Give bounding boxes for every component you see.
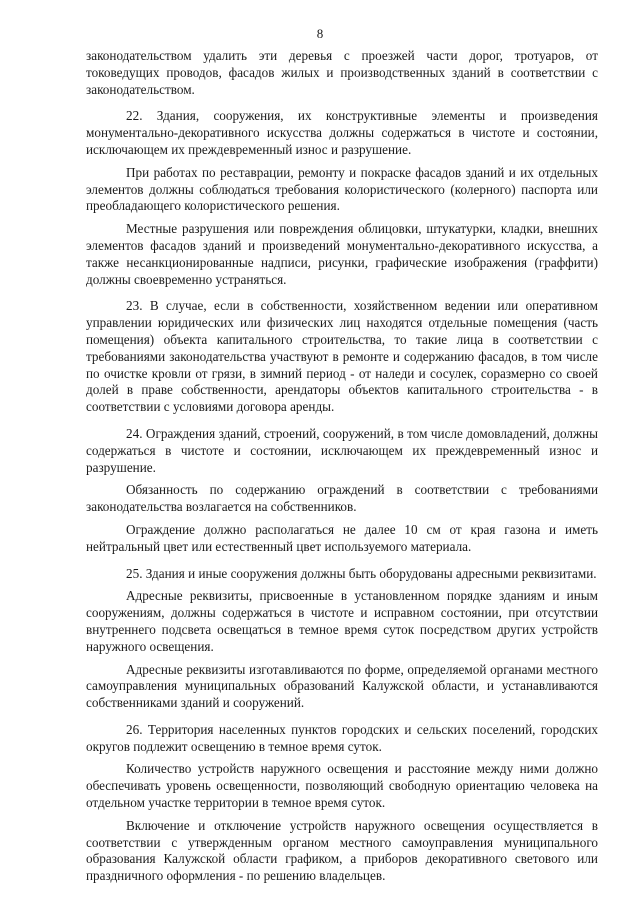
paragraph-item-24: 24. Ограждения зданий, строений, сооружений, в том числе домовладений, должны содержаться в чистоте и состоянии, исключающем их преждевременный износ и разрушение.	[86, 425, 598, 475]
paragraph-address-form: Адресные реквизиты изготавливаются по форме, определяемой органами местного самоуправления муниципальных образований Калужской области, и устанавливаются собственниками зданий и сооружений.	[86, 661, 598, 711]
paragraph-item-25: 25. Здания и иные сооружения должны быть оборудованы адресными реквизитами.	[126, 565, 597, 581]
paragraph-fence-duty: Обязанность по содержанию ограждений в соответствии с требованиями законодательства возлагается на собственников.	[86, 482, 598, 515]
paragraph-item-23: 23. В случае, если в собственности, хозяйственном ведении или оперативном управлении юридических или физических лиц находятся отдельные помещения (часть помещения) объекта капитального строительства, то такие лица в соответствии с требованиями законодательства участвуют в ремонте и содержанию фасадов, в том числе по очистке кровли от грязи, в зимний период - от наледи и сосулек, соразмерно со своей долей в праве собственности, арендаторы объектов капитального строительства - в соответствии с условиями договора аренды.	[86, 298, 598, 415]
document-body	[86, 48, 598, 885]
paragraph-fence-placement: Ограждение должно располагаться не далее 10 см от края газона и иметь нейтральный цвет или естественный цвет используемого материала.	[86, 521, 598, 554]
paragraph-address-upkeep: Адресные реквизиты, присвоенные в установленном порядке зданиям и иным сооружениям, должны содержаться в чистоте и исправном состоянии, при отсутствии внутреннего подсвета освещаться в темное время суток посредством других устройств наружного освещения.	[86, 588, 598, 654]
paragraph-item-22: 22. Здания, сооружения, их конструктивные элементы и произведения монументально-декоративного искусства должны содержаться в чистоте и состоянии, исключающем их преждевременный износ и разрушение.	[86, 108, 598, 157]
paragraph-restoration: При работах по реставрации, ремонту и покраске фасадов зданий и их отдельных элементов должны соблюдаться требования колористического (колерного) паспорта или преобладающего колористического решения.	[86, 164, 598, 214]
paragraph-facade-damage: Местные разрушения или повреждения облицовки, штукатурки, кладки, внешних элементов фасадов зданий и произведений монументально-декоративного искусства, а также несанкционированные надписи, рисунки, графические изображения (граффити) должны своевременно устраняться.	[86, 221, 598, 287]
page-number: 8	[316, 26, 324, 41]
paragraph-lighting-schedule: Включение и отключение устройств наружного освещения осуществляется в соответствии с утвержденным органом местного самоуправления муниципального образования Калужской области графиком, а приборов декоративного светового или праздничного оформления - по решению владельцев.	[86, 817, 598, 884]
paragraph-continuation: законодательством удалить эти деревья с проезжей части дорог, тротуаров, от токоведущих проводов, фасадов жилых и производственных зданий в соответствии с законодательством.	[86, 48, 598, 97]
paragraph-item-26: 26. Территория населенных пунктов городских и сельских поселений, городских округов подлежит освещению в темное время суток.	[86, 721, 598, 754]
paragraph-lighting-quantity: Количество устройств наружного освещения и расстояние между ними должно обеспечивать уровень освещенности, позволяющий свободную ориентацию человека на отдельном участке территории в темное время суток.	[86, 761, 598, 811]
